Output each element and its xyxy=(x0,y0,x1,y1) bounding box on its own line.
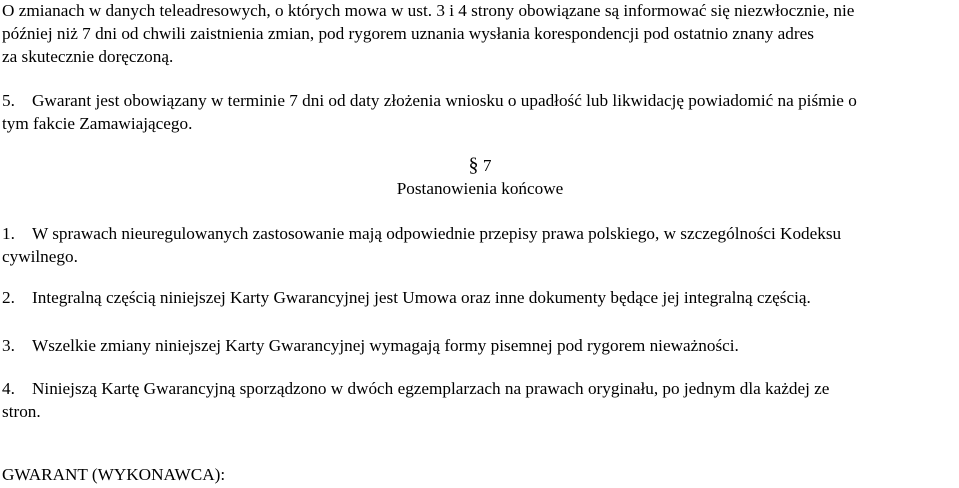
clause-5-text: Gwarant jest obowiązany w terminie 7 dni od daty złożenia wniosku o upadłość lub likwidację powiadomić na piśmie o xyxy=(32,91,857,110)
signature-label xyxy=(2,463,958,486)
clause-3-number: 3. xyxy=(2,336,15,355)
clause-4-line-2: stron. xyxy=(2,402,41,421)
clause-3-text: Wszelkie zmiany niniejszej Karty Gwarancyjnej wymagają formy pisemnej pod rygorem nieważności. xyxy=(32,336,739,355)
clause-5-line-1 xyxy=(2,89,958,112)
clause-3-line-1 xyxy=(2,334,958,357)
intro-line-1: O zmianach w danych teleadresowych, o których mowa w ust. 3 i 4 strony obowiązane są informować się niezwłocznie, nie xyxy=(2,1,855,20)
section-title: Postanowienia końcowe xyxy=(396,179,564,198)
clause-1-number: 1. xyxy=(2,224,15,243)
section-number: 7 xyxy=(482,156,492,175)
clause-4 xyxy=(2,377,958,423)
clause-5-line-2: tym fakcie Zamawiającego. xyxy=(2,114,193,133)
clause-2 xyxy=(2,286,958,309)
section-sign: § xyxy=(468,154,479,176)
clause-1 xyxy=(2,222,958,268)
signature-label-text: GWARANT (WYKONAWCA): xyxy=(2,465,226,484)
intro-line-3: za skutecznie doręczoną. xyxy=(2,47,174,66)
clause-4-number: 4. xyxy=(2,379,15,398)
clause-4-line-1 xyxy=(2,377,958,400)
clause-1-line-2: cywilnego. xyxy=(2,247,78,266)
clause-1-line-1 xyxy=(2,222,958,245)
clause-3 xyxy=(2,334,958,357)
intro-paragraph xyxy=(2,0,958,68)
clause-2-line-1 xyxy=(2,286,958,309)
intro-line-2: później niż 7 dni od chwili zaistnienia zmian, pod rygorem uznania wysłania korespondencji pod ostatnio znany adres xyxy=(2,24,814,43)
section-number-line xyxy=(2,154,958,177)
clause-2-number: 2. xyxy=(2,288,15,307)
clause-4-text: Niniejszą Kartę Gwarancyjną sporządzono w dwóch egzemplarzach na prawach oryginału, po jednym dla każdej ze xyxy=(32,379,830,398)
clause-5 xyxy=(2,89,958,135)
clause-5-number: 5. xyxy=(2,91,15,110)
clause-1-text: W sprawach nieuregulowanych zastosowanie mają odpowiednie przepisy prawa polskiego, w szczególności Kodeksu xyxy=(32,224,842,243)
section-heading xyxy=(2,154,958,200)
clause-2-text: Integralną częścią niniejszej Karty Gwarancyjnej jest Umowa oraz inne dokumenty będące jej integralną częścią. xyxy=(32,288,811,307)
